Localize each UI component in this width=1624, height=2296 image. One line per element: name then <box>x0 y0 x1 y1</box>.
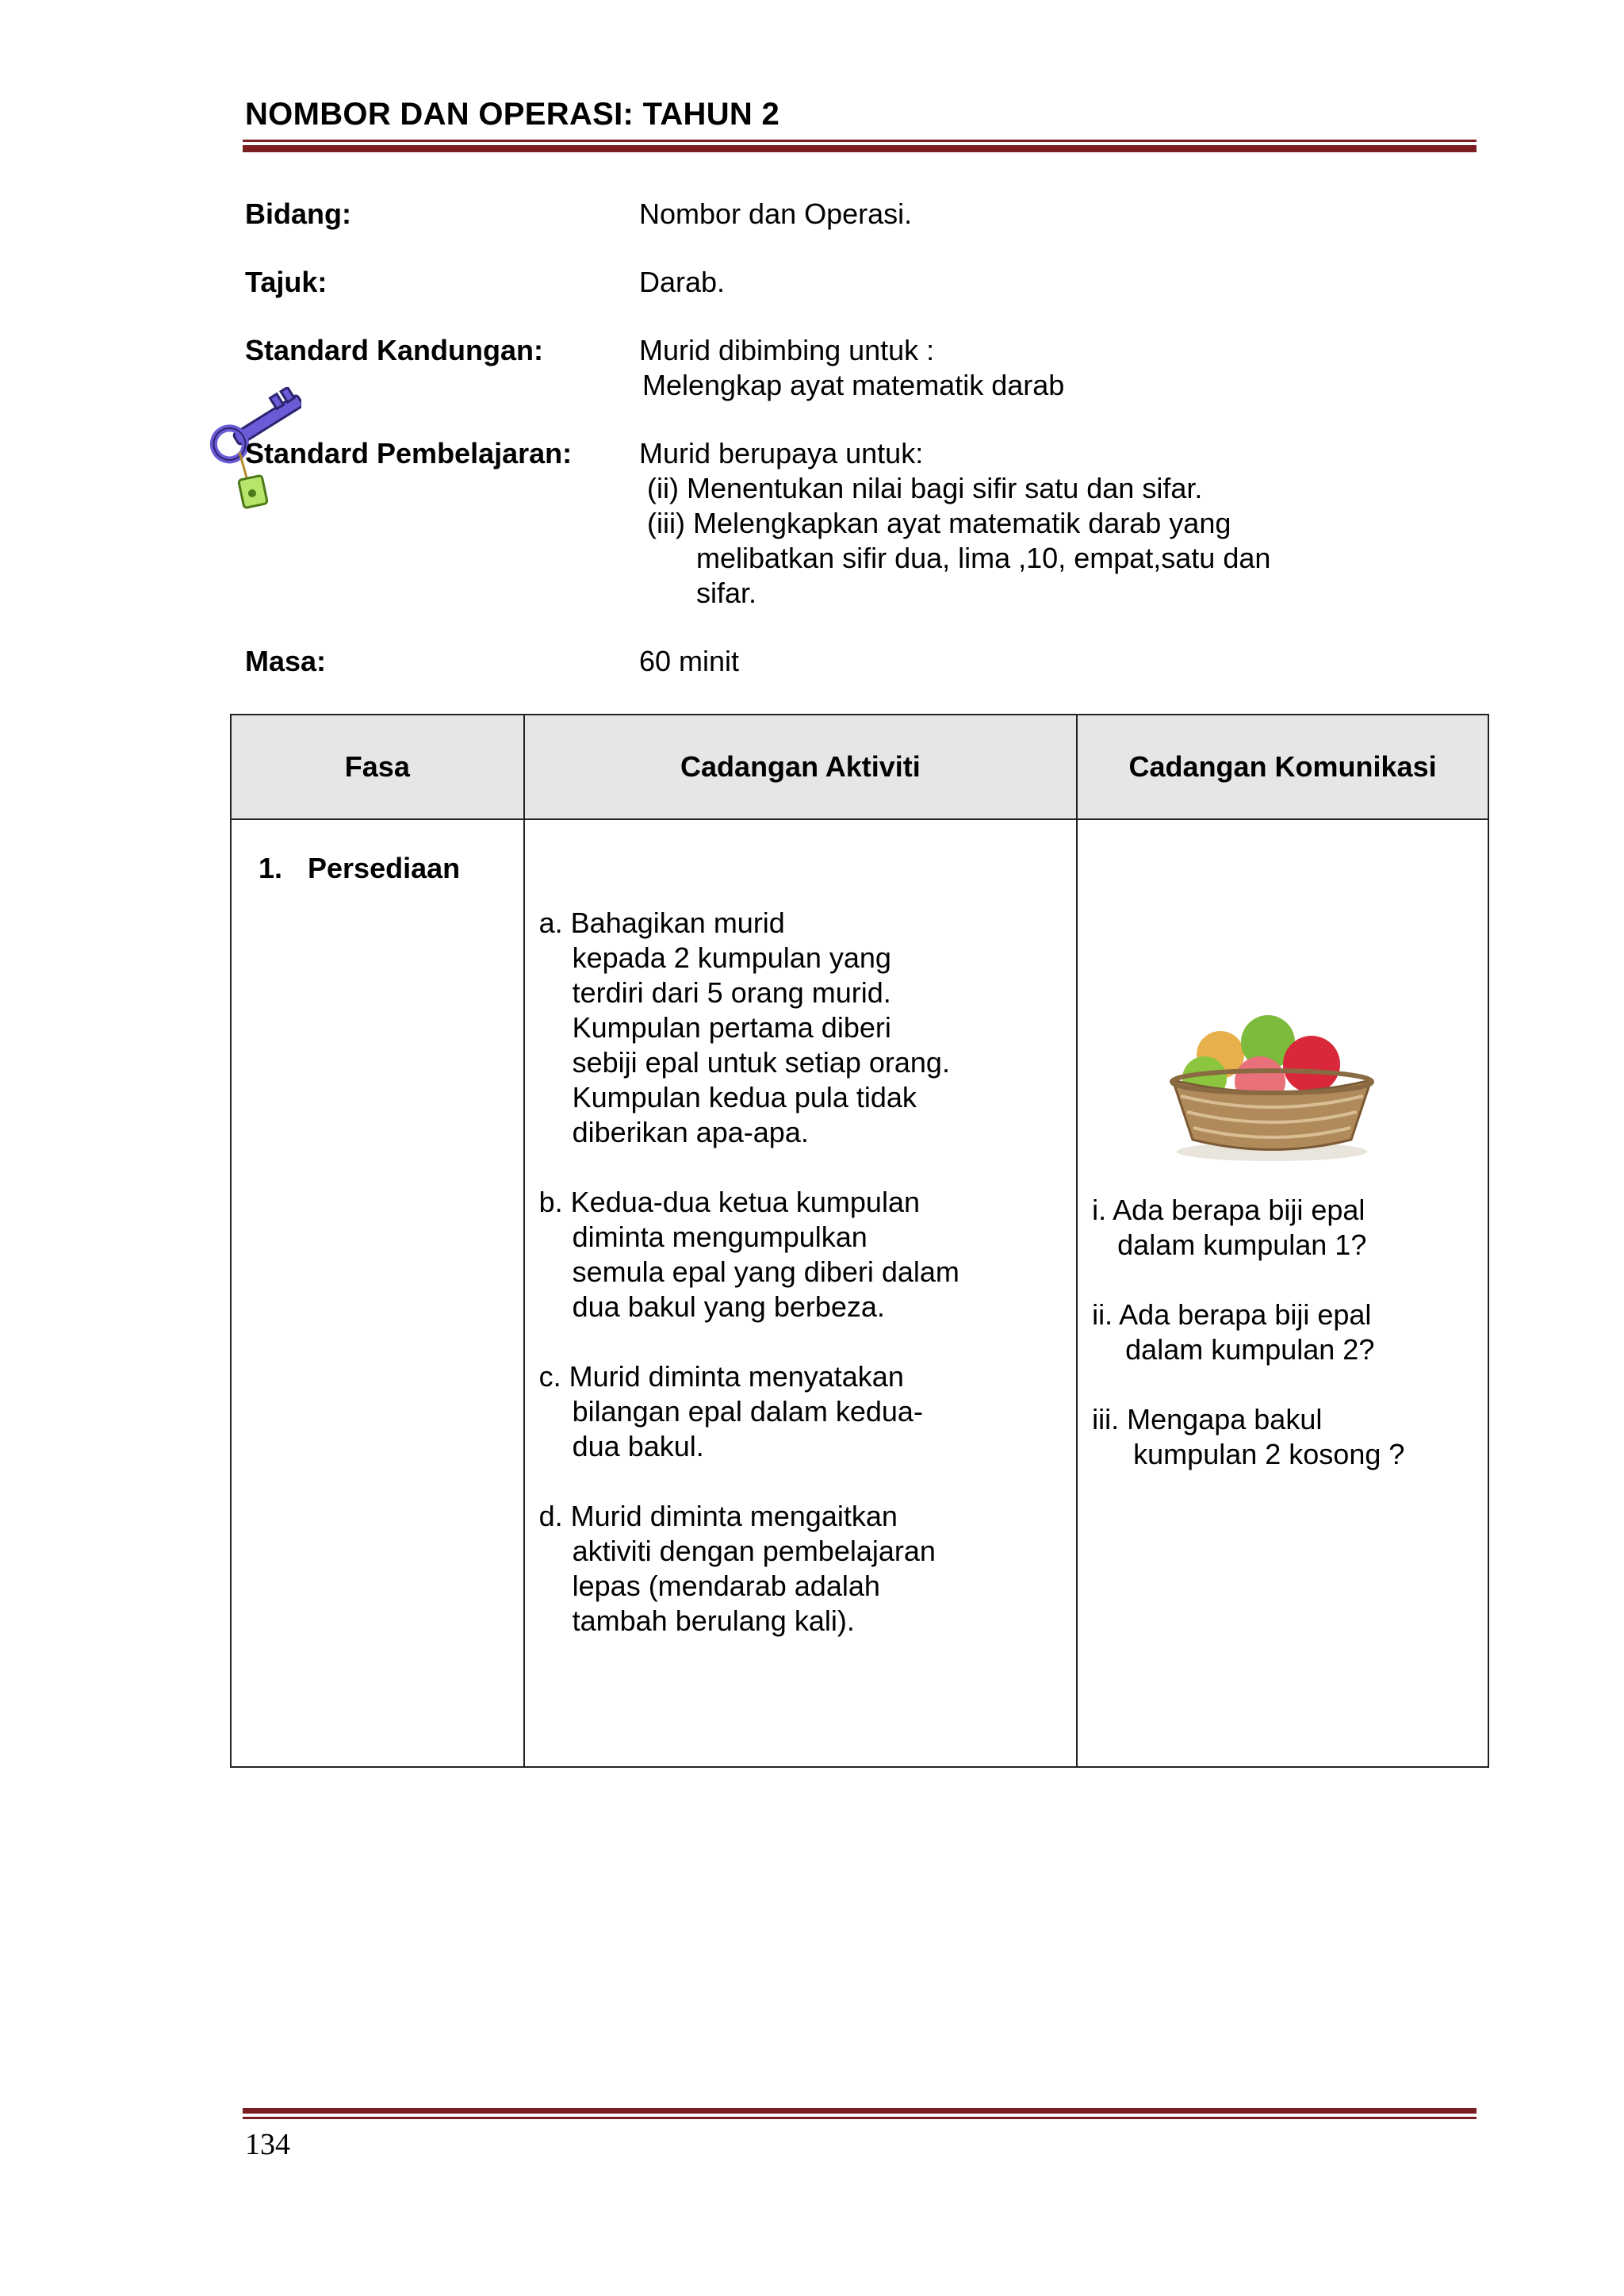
standard-pembelajaran-line: Murid berupaya untuk: <box>639 437 924 470</box>
standard-pembelajaran-line: melibatkan sifir dua, lima ,10, empat,satu dan <box>696 542 1271 574</box>
question-list <box>1092 1193 1404 1507</box>
activity-line: bilangan epal dalam kedua- <box>572 1395 923 1428</box>
header-cadangan-komunikasi: Cadangan Komunikasi <box>1077 715 1488 819</box>
header-rule <box>243 140 1477 152</box>
activity-item <box>539 1499 1077 1639</box>
activity-line: dua bakul. <box>572 1430 704 1462</box>
activity-line: tambah berulang kali). <box>572 1604 855 1637</box>
table-header-row <box>231 715 1488 819</box>
activity-item <box>539 1185 1077 1324</box>
header-cadangan-aktiviti: Cadangan Aktiviti <box>524 715 1078 819</box>
activity-line: diminta mengumpulkan <box>572 1221 868 1253</box>
standard-pembelajaran-line: sifar. <box>696 577 757 609</box>
question-item <box>1092 1297 1404 1367</box>
header-fasa: Fasa <box>231 715 524 819</box>
activity-marker: a. <box>538 907 563 939</box>
activity-line: dua bakul yang berbeza. <box>572 1290 885 1323</box>
activity-line: kepada 2 kumpulan yang <box>572 941 891 974</box>
question-line: dalam kumpulan 2? <box>1125 1333 1375 1366</box>
footer-rule <box>243 2108 1477 2119</box>
activity-line: lepas (mendarab adalah <box>572 1570 880 1602</box>
activities-cell <box>524 819 1078 1767</box>
question-line: ii. Ada berapa biji epal <box>1092 1298 1372 1331</box>
fasa-number: 1. <box>259 852 283 884</box>
activity-line: terdiri dari 5 orang murid. <box>572 976 891 1009</box>
question-line: dalam kumpulan 1? <box>1117 1228 1367 1261</box>
meta-masa <box>245 644 1434 679</box>
activity-marker: c. <box>538 1360 561 1393</box>
activity-table <box>230 714 1489 1768</box>
question-item <box>1092 1193 1404 1263</box>
communication-cell <box>1077 819 1488 1767</box>
page-number: 134 <box>245 2128 290 2161</box>
activity-line: Bahagikan murid <box>570 907 785 939</box>
activity-line: Murid diminta menyatakan <box>569 1360 904 1393</box>
bidang-value: Nombor dan Operasi. <box>639 197 913 230</box>
meta-bidang <box>245 197 1434 232</box>
question-line: i. Ada berapa biji epal <box>1092 1194 1365 1226</box>
activity-line: Kumpulan kedua pula tidak <box>572 1081 917 1114</box>
activity-marker: b. <box>538 1186 563 1218</box>
masa-value: 60 minit <box>639 645 740 677</box>
activity-item <box>539 906 1077 1150</box>
activity-line: semula epal yang diberi dalam <box>572 1255 959 1288</box>
standard-kandungan-line: Melengkap ayat matematik darab <box>642 369 1065 401</box>
activity-line: Kedua-dua ketua kumpulan <box>570 1186 920 1218</box>
activity-line: Kumpulan pertama diberi <box>572 1011 891 1044</box>
question-line: iii. Mengapa bakul <box>1092 1403 1323 1435</box>
meta-standard-pembelajaran <box>245 436 1434 611</box>
fasa-cell <box>231 819 524 1767</box>
tajuk-label: Tajuk: <box>245 266 327 298</box>
activity-line: sebiji epal untuk setiap orang. <box>572 1046 950 1079</box>
standard-pembelajaran-line: (iii) Melengkapkan ayat matematik darab yang <box>647 507 1231 539</box>
activity-line: aktiviti dengan pembelajaran <box>572 1535 936 1567</box>
standard-pembelajaran-label: Standard Pembelajaran: <box>245 437 573 470</box>
activity-line: diberikan apa-apa. <box>572 1116 809 1148</box>
masa-label: Masa: <box>245 645 327 677</box>
standard-kandungan-label: Standard Kandungan: <box>245 334 543 366</box>
page-header-title: NOMBOR DAN OPERASI: TAHUN 2 <box>245 97 780 132</box>
activity-item <box>539 1359 1077 1464</box>
standard-pembelajaran-line: (ii) Menentukan nilai bagi sifir satu dan sifar. <box>647 472 1203 504</box>
bidang-label: Bidang: <box>245 197 351 230</box>
table-row <box>231 819 1488 1767</box>
question-item <box>1092 1402 1404 1472</box>
meta-tajuk <box>245 265 1434 300</box>
lesson-meta <box>245 197 1434 712</box>
standard-kandungan-line: Murid dibimbing untuk : <box>639 334 935 366</box>
apple-basket-image <box>1149 993 1395 1167</box>
meta-standard-kandungan <box>245 333 1434 403</box>
question-line: kumpulan 2 kosong ? <box>1133 1438 1405 1470</box>
fasa-label: Persediaan <box>308 852 461 884</box>
tajuk-value: Darab. <box>639 266 726 298</box>
activity-marker: d. <box>538 1500 563 1532</box>
activity-line: Murid diminta mengaitkan <box>570 1500 898 1532</box>
